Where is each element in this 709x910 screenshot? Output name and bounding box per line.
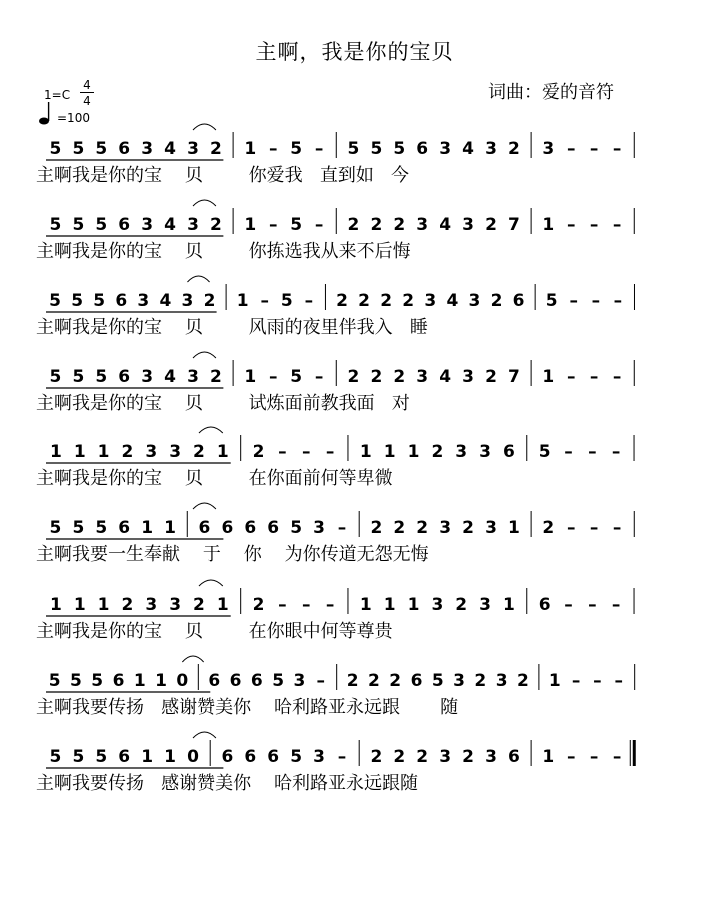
note: 5 <box>431 671 444 691</box>
note: 1 <box>542 367 555 387</box>
note: 3 <box>424 291 437 311</box>
notation-line <box>46 200 634 236</box>
notation-line <box>46 580 634 616</box>
note: 3 <box>145 442 158 462</box>
dash-mark: – <box>589 215 599 235</box>
note: 5 <box>347 139 360 159</box>
dash-mark: – <box>268 367 278 387</box>
dash-mark: – <box>571 671 581 691</box>
note: 2 <box>542 518 555 538</box>
dash-mark: – <box>564 442 573 462</box>
note: 3 <box>468 291 481 311</box>
dash-mark: – <box>268 215 278 235</box>
note: 6 <box>221 747 234 767</box>
note: 3 <box>145 595 158 615</box>
dash-mark: – <box>611 595 621 615</box>
note: 3 <box>187 139 199 159</box>
dash-mark: – <box>593 671 602 691</box>
note: 6 <box>118 139 131 159</box>
note: 1 <box>97 442 110 462</box>
note: 6 <box>508 747 520 767</box>
note: 5 <box>280 291 293 311</box>
note: 5 <box>95 367 108 387</box>
note: 3 <box>495 671 508 691</box>
dash-mark: – <box>612 518 622 538</box>
tempo-value: =100 <box>57 111 90 125</box>
note: 1 <box>244 367 257 387</box>
time-signature-top: 4 <box>83 78 91 92</box>
dash-mark: – <box>612 215 622 235</box>
note: 2 <box>416 747 429 767</box>
note: 5 <box>95 139 108 159</box>
note: 3 <box>462 215 474 235</box>
note: 1 <box>407 595 420 615</box>
note: 5 <box>70 671 82 691</box>
note: 2 <box>455 595 468 615</box>
note: 6 <box>229 671 242 691</box>
dash-mark: – <box>316 671 325 691</box>
note: 2 <box>462 518 474 538</box>
dash-mark: – <box>268 139 278 159</box>
note: 2 <box>462 747 474 767</box>
song-title: 主啊，我是你的宝贝 <box>255 40 454 64</box>
dash-mark: – <box>589 367 599 387</box>
dash-mark: – <box>301 595 311 615</box>
note: 6 <box>244 518 257 538</box>
note: 3 <box>485 518 497 538</box>
lyric-line: 主啊我是你的宝 贝 在你眼中何等尊贵 <box>36 621 393 642</box>
note: 1 <box>244 139 257 159</box>
note: 1 <box>133 671 146 691</box>
note: 3 <box>141 215 154 235</box>
note: 1 <box>383 442 396 462</box>
note: 2 <box>193 442 205 462</box>
note: 1 <box>73 595 86 615</box>
note: 6 <box>208 671 221 691</box>
dash-mark: – <box>613 291 623 311</box>
dash-mark: – <box>591 291 601 311</box>
note: 5 <box>370 139 383 159</box>
note: 2 <box>346 671 359 691</box>
slur <box>199 427 223 433</box>
note: 6 <box>115 291 128 311</box>
note: 2 <box>347 215 360 235</box>
note: 5 <box>72 367 85 387</box>
notation-line <box>46 656 635 692</box>
dash-mark: – <box>314 367 324 387</box>
dash-mark: – <box>337 747 347 767</box>
dash-mark: – <box>612 139 622 159</box>
note: 4 <box>446 291 459 311</box>
dash-mark: – <box>337 518 347 538</box>
note: 6 <box>410 671 423 691</box>
note: 2 <box>370 367 383 387</box>
note: 3 <box>439 139 452 159</box>
note: 5 <box>48 671 61 691</box>
note: 1 <box>542 215 555 235</box>
note: 1 <box>164 747 176 767</box>
dash-mark: – <box>566 367 576 387</box>
note: 5 <box>290 215 303 235</box>
note: 3 <box>453 671 465 691</box>
note: 2 <box>380 291 393 311</box>
lyric-line: 主啊我是你的宝 贝 你拣选我从来不后悔 <box>36 241 411 262</box>
dash-mark: – <box>564 595 573 615</box>
dash-mark: – <box>611 442 621 462</box>
note: 2 <box>210 139 222 159</box>
dash-mark: – <box>304 291 314 311</box>
notation-line <box>46 124 634 160</box>
note: 3 <box>187 367 199 387</box>
lyric-line: 主啊我要传扬 感谢赞美你 哈利路亚永远跟随 <box>36 773 419 794</box>
note: 6 <box>416 139 429 159</box>
note: 5 <box>272 671 285 691</box>
note: 5 <box>290 518 303 538</box>
note: 2 <box>193 595 205 615</box>
note: 7 <box>508 367 520 387</box>
note: 1 <box>49 442 62 462</box>
note: 2 <box>370 747 383 767</box>
note: 2 <box>485 367 497 387</box>
note: 3 <box>542 139 555 159</box>
note: 4 <box>164 367 176 387</box>
notation-line <box>46 732 634 768</box>
notation-line <box>46 276 634 312</box>
note: 5 <box>393 139 406 159</box>
note: 6 <box>118 215 131 235</box>
dash-mark: – <box>325 595 335 615</box>
note: 3 <box>169 442 182 462</box>
note: 1 <box>216 442 229 462</box>
dash-mark: – <box>612 747 622 767</box>
slur <box>187 276 209 282</box>
key-signature: 1=C <box>44 88 71 102</box>
note: 6 <box>512 291 525 311</box>
note: 4 <box>164 139 176 159</box>
time-signature-bottom: 4 <box>83 94 91 108</box>
note: 2 <box>203 291 216 311</box>
note: 5 <box>49 139 62 159</box>
lyric-line: 主啊我是你的宝 贝 试炼面前教我面 对 <box>36 393 410 414</box>
note: 6 <box>250 671 263 691</box>
note: 3 <box>462 367 474 387</box>
note: 4 <box>159 291 172 311</box>
note: 3 <box>169 595 182 615</box>
note: 5 <box>72 139 85 159</box>
dash-mark: – <box>566 518 576 538</box>
lyric-line: 主啊我是你的宝 贝 在你面前何等卑微 <box>36 468 393 489</box>
lyric-line: 主啊我是你的宝 贝 你爱我 直到如 今 <box>36 165 409 186</box>
note: 3 <box>141 139 154 159</box>
note: 2 <box>336 291 348 311</box>
note: 5 <box>49 291 61 311</box>
dash-mark: – <box>612 367 622 387</box>
slur <box>193 352 216 358</box>
note: 5 <box>545 291 558 311</box>
note: 1 <box>155 671 167 691</box>
note: 1 <box>548 671 561 691</box>
note: 1 <box>383 595 396 615</box>
note: 2 <box>416 518 429 538</box>
note: 7 <box>508 215 520 235</box>
note: 2 <box>358 291 370 311</box>
note: 2 <box>368 671 380 691</box>
note: 5 <box>72 518 85 538</box>
note: 5 <box>538 442 551 462</box>
note: 2 <box>210 215 222 235</box>
dash-mark: – <box>566 139 576 159</box>
note: 2 <box>485 215 497 235</box>
notation-line <box>46 503 634 539</box>
note: 4 <box>462 139 474 159</box>
slur <box>193 124 216 130</box>
note: 2 <box>121 442 134 462</box>
note: 2 <box>121 595 134 615</box>
note: 2 <box>517 671 529 691</box>
note: 1 <box>73 442 86 462</box>
note: 6 <box>267 747 280 767</box>
note: 6 <box>221 518 234 538</box>
note: 5 <box>95 747 108 767</box>
note: 5 <box>95 215 108 235</box>
dash-mark: – <box>614 671 623 691</box>
note: 5 <box>49 367 62 387</box>
note: 3 <box>416 215 429 235</box>
note: 6 <box>502 442 515 462</box>
dash-mark: – <box>325 442 335 462</box>
note: 2 <box>431 442 444 462</box>
note: 5 <box>71 291 84 311</box>
note: 2 <box>393 215 406 235</box>
dash-mark: – <box>589 747 599 767</box>
note: 0 <box>176 671 189 691</box>
note: 1 <box>97 595 110 615</box>
note: 6 <box>267 518 280 538</box>
note: 1 <box>244 215 257 235</box>
note: 4 <box>164 215 176 235</box>
note: 2 <box>370 518 383 538</box>
note: 3 <box>313 518 325 538</box>
note: 3 <box>485 747 497 767</box>
note: 5 <box>290 747 303 767</box>
note: 0 <box>187 747 199 767</box>
dash-mark: – <box>314 139 324 159</box>
note: 1 <box>542 747 555 767</box>
note: 2 <box>370 215 383 235</box>
note: 3 <box>137 291 150 311</box>
note: 3 <box>313 747 325 767</box>
note: 5 <box>72 215 85 235</box>
note: 1 <box>502 595 515 615</box>
note: 3 <box>479 442 491 462</box>
note: 2 <box>474 671 487 691</box>
dash-mark: – <box>569 291 579 311</box>
dash-mark: – <box>260 291 269 311</box>
slur <box>193 732 216 738</box>
note: 2 <box>393 367 406 387</box>
note: 5 <box>72 747 85 767</box>
note: 1 <box>407 442 420 462</box>
note: 3 <box>181 291 194 311</box>
note: 2 <box>508 139 520 159</box>
note: 5 <box>49 518 62 538</box>
note: 6 <box>118 367 131 387</box>
note: 2 <box>252 442 265 462</box>
note: 5 <box>95 518 108 538</box>
note: 2 <box>490 291 503 311</box>
note: 1 <box>141 518 154 538</box>
lyric-line: 主啊我要一生奉献 于 你 为你传道无怨无悔 <box>36 544 429 565</box>
dash-mark: – <box>278 442 287 462</box>
note: 4 <box>439 367 452 387</box>
dash-mark: – <box>589 518 599 538</box>
note: 2 <box>393 747 406 767</box>
note: 6 <box>244 747 257 767</box>
note: 2 <box>393 518 406 538</box>
lyric-line: 主啊我是你的宝 贝 风雨的夜里伴我入 睡 <box>36 317 428 338</box>
note: 2 <box>402 291 415 311</box>
note: 1 <box>164 518 176 538</box>
dash-mark: – <box>314 215 324 235</box>
note: 4 <box>439 215 452 235</box>
note: 3 <box>479 595 491 615</box>
credit-line: 词曲：爱的音符 <box>488 82 614 103</box>
note: 5 <box>49 747 62 767</box>
dash-mark: – <box>566 747 576 767</box>
note: 6 <box>198 518 211 538</box>
note: 1 <box>359 595 372 615</box>
note: 1 <box>236 291 249 311</box>
note: 3 <box>455 442 468 462</box>
note: 6 <box>538 595 551 615</box>
slur <box>193 200 216 206</box>
note: 1 <box>49 595 62 615</box>
note: 3 <box>416 367 429 387</box>
note: 6 <box>118 518 131 538</box>
dash-mark: – <box>588 595 597 615</box>
note: 2 <box>389 671 402 691</box>
dash-mark: – <box>301 442 311 462</box>
note: 6 <box>118 747 131 767</box>
note: 1 <box>508 518 520 538</box>
notation-line <box>46 352 634 388</box>
note: 1 <box>216 595 229 615</box>
slur <box>193 503 216 509</box>
note: 3 <box>485 139 497 159</box>
note: 6 <box>112 671 125 691</box>
slur <box>199 580 223 586</box>
slur <box>182 656 203 662</box>
note: 3 <box>187 215 199 235</box>
note: 5 <box>290 139 303 159</box>
dash-mark: – <box>589 139 599 159</box>
note: 5 <box>91 671 104 691</box>
note: 5 <box>93 291 106 311</box>
note: 5 <box>49 215 62 235</box>
note: 5 <box>290 367 303 387</box>
note: 2 <box>347 367 360 387</box>
note: 1 <box>359 442 372 462</box>
note: 3 <box>293 671 306 691</box>
note: 3 <box>439 747 452 767</box>
dash-mark: – <box>566 215 576 235</box>
note: 3 <box>431 595 444 615</box>
dash-mark: – <box>278 595 287 615</box>
note: 3 <box>439 518 452 538</box>
note: 1 <box>141 747 154 767</box>
note: 2 <box>252 595 265 615</box>
dash-mark: – <box>588 442 597 462</box>
notation-line <box>46 427 634 463</box>
lyric-line: 主啊我要传扬 感谢赞美你 哈利路亚永远跟 随 <box>36 697 459 718</box>
note: 3 <box>141 367 154 387</box>
note: 2 <box>210 367 222 387</box>
